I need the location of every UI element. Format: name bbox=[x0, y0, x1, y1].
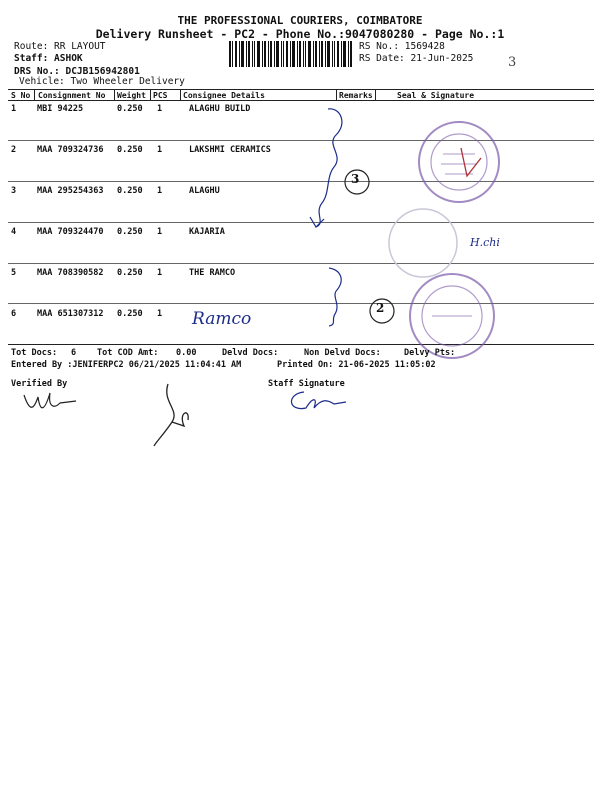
row-sno: 4 bbox=[11, 227, 17, 237]
vehicle-label: Vehicle: Two Wheeler Delivery bbox=[19, 76, 185, 87]
row-consignment: MAA 708390582 bbox=[37, 268, 104, 278]
circled-number-text: 2 bbox=[376, 301, 385, 315]
non-delvd-docs-label: Non Delvd Docs: bbox=[304, 348, 381, 358]
row-consignment: MAA 709324736 bbox=[37, 145, 104, 155]
col-divider bbox=[150, 89, 151, 101]
barcode bbox=[229, 41, 354, 67]
col-header-consignee: Consignee Details bbox=[183, 91, 265, 100]
rs-date: RS Date: 21-Jun-2025 bbox=[359, 53, 474, 64]
handwritten-signature: H.chi bbox=[470, 236, 500, 249]
company-title: THE PROFESSIONAL COURIERS, COIMBATORE bbox=[177, 14, 423, 27]
rs-number: RS No.: 1569428 bbox=[359, 41, 445, 52]
circled-number-text: 3 bbox=[351, 172, 360, 186]
handwritten-scrawl bbox=[150, 382, 200, 452]
printed-on: Printed On: 21-06-2025 11:05:02 bbox=[277, 360, 436, 370]
row-sno: 3 bbox=[11, 186, 17, 196]
bracket-mark-bottom bbox=[315, 266, 355, 326]
staff-signature-mark bbox=[282, 388, 352, 418]
col-divider bbox=[114, 89, 115, 101]
delvd-docs-label: Delvd Docs: bbox=[222, 348, 279, 358]
row-weight: 0.250 bbox=[117, 309, 143, 319]
staff-label: Staff: ASHOK bbox=[14, 53, 83, 64]
row-consignee: LAKSHMI CERAMICS bbox=[189, 145, 271, 155]
row-consignee: ALAGHU bbox=[189, 186, 220, 196]
row-weight: 0.250 bbox=[117, 227, 143, 237]
col-divider bbox=[375, 89, 376, 101]
entered-by: Entered By :JENIFERPC2 06/21/2025 11:04:41 AM bbox=[11, 360, 242, 370]
runsheet-subtitle: Delivery Runsheet - PC2 - Phone No.:9047080280 - Page No.:1 bbox=[95, 27, 505, 41]
row-sno: 5 bbox=[11, 268, 17, 278]
row-pcs: 1 bbox=[157, 227, 163, 237]
row-divider bbox=[8, 263, 594, 264]
col-header-seal: Seal & Signature bbox=[397, 91, 475, 100]
row-consignment: MBI 94225 bbox=[37, 104, 84, 114]
row-sno: 6 bbox=[11, 309, 17, 319]
seal-stamp bbox=[415, 118, 505, 208]
row-weight: 0.250 bbox=[117, 268, 143, 278]
row-pcs: 1 bbox=[157, 104, 163, 114]
row-consignment: MAA 709324470 bbox=[37, 227, 104, 237]
row-consignment: MAA 295254363 bbox=[37, 186, 104, 196]
row-consignee: KAJARIA bbox=[189, 227, 225, 237]
col-header-consignment: Consignment No bbox=[38, 91, 106, 100]
row-consignee: ALAGHU BUILD bbox=[189, 104, 251, 114]
col-header-weight: Weight bbox=[117, 91, 146, 100]
handwritten-ramco: Ramco bbox=[192, 309, 252, 329]
row-consignment: MAA 651307312 bbox=[37, 309, 104, 319]
row-pcs: 1 bbox=[157, 186, 163, 196]
row-pcs: 1 bbox=[157, 309, 163, 319]
tot-docs-label: Tot Docs: bbox=[11, 348, 58, 358]
row-weight: 0.250 bbox=[117, 186, 143, 196]
col-divider bbox=[180, 89, 181, 101]
row-sno: 2 bbox=[11, 145, 17, 155]
page-mark: 3 bbox=[508, 55, 517, 70]
tot-docs-value: 6 bbox=[71, 348, 77, 358]
row-divider bbox=[8, 303, 594, 304]
delvy-pts-label: Delvy Pts: bbox=[404, 348, 456, 358]
row-consignee: THE RAMCO bbox=[189, 268, 236, 278]
col-header-remarks: Remarks bbox=[339, 91, 373, 100]
col-divider bbox=[34, 89, 35, 101]
table-header-line bbox=[8, 100, 594, 101]
table-bottom-line bbox=[8, 344, 594, 345]
row-pcs: 1 bbox=[157, 268, 163, 278]
row-pcs: 1 bbox=[157, 145, 163, 155]
route-label: Route: RR LAYOUT bbox=[14, 41, 106, 52]
col-divider bbox=[336, 89, 337, 101]
row-sno: 1 bbox=[11, 104, 17, 114]
drs-number: DRS No.: DCJB156942801 bbox=[14, 66, 140, 77]
staff-signature-label: Staff Signature bbox=[268, 379, 345, 389]
tot-cod-label: Tot COD Amt: bbox=[97, 348, 159, 358]
row-weight: 0.250 bbox=[117, 145, 143, 155]
row-weight: 0.250 bbox=[117, 104, 143, 114]
table-top-line bbox=[8, 89, 594, 90]
tot-cod-value: 0.00 bbox=[176, 348, 197, 358]
col-header-pcs: PCS bbox=[153, 91, 168, 100]
verified-signature bbox=[20, 383, 80, 423]
verified-by-label: Verified By bbox=[11, 379, 68, 389]
col-header-sno: S No bbox=[11, 91, 31, 100]
